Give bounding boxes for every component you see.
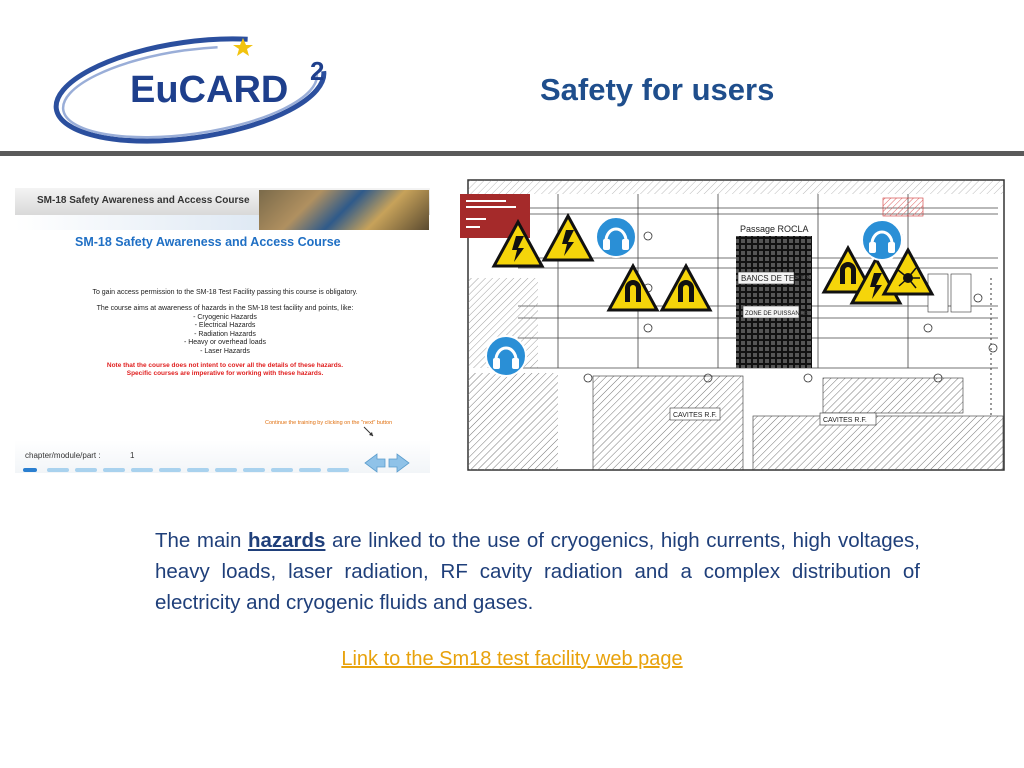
test-bench-label: BANCS DE TESTS — [741, 274, 810, 283]
previous-arrow-icon — [365, 454, 385, 472]
hazards-emphasis: hazards — [247, 529, 326, 552]
magnetic-field-icon — [662, 266, 710, 310]
logo-wordmark: EuCARD — [130, 69, 289, 111]
corridor-label: Passage ROCLA — [740, 224, 809, 234]
hearing-protection-icon — [486, 336, 526, 376]
course-banner-band — [15, 215, 259, 230]
next-arrow-icon — [389, 454, 409, 472]
body-text-start: The main — [155, 529, 248, 552]
course-aims-line: - Electrical Hazards — [194, 322, 256, 330]
chapter-number: 1 — [130, 451, 135, 460]
course-aims-line: - Radiation Hazards — [194, 330, 256, 338]
course-screenshot — [15, 188, 430, 473]
pointer-arrow-icon — [363, 426, 375, 438]
course-aims-list — [35, 305, 415, 357]
rf-cavities-label: CAVITES R.F. — [673, 412, 717, 419]
course-aims-line: - Cryogenic Hazards — [193, 313, 257, 321]
course-heading: SM-18 Safety Awareness and Access Course — [75, 235, 341, 249]
electrical-hazard-icon — [544, 216, 592, 260]
continue-hint: Continue the training by clicking on the "next" button — [265, 420, 393, 426]
body-paragraph — [155, 525, 920, 618]
eucard2-logo — [50, 30, 340, 145]
course-aims-line: - Laser Hazards — [200, 347, 250, 355]
chapter-label: chapter/module/part : — [25, 451, 101, 460]
logo-superscript: 2 — [310, 56, 325, 86]
course-note — [35, 362, 415, 378]
course-nav-arrows[interactable] — [363, 452, 411, 473]
course-aims-line: - Heavy or overhead loads — [183, 339, 267, 347]
course-aims-line: The course aims at awareness of hazards in the SM-18 test facility and points, like: — [96, 305, 354, 312]
facility-floor-plan — [458, 178, 1006, 474]
facility-photo — [259, 190, 429, 230]
course-note-line: Note that the course does not intent to cover all the details of these hazards. — [106, 362, 344, 369]
header-divider — [0, 151, 1024, 156]
course-progress-bar — [23, 468, 363, 472]
sm18-facility-link[interactable]: Link to the Sm18 test facility web page — [341, 648, 683, 670]
power-zone-label: ZONE DE PUISSANCE — [745, 311, 809, 317]
page-title: Safety for users — [540, 72, 775, 107]
course-note-line: Specific courses are imperative for working with these hazards. — [126, 370, 324, 377]
hearing-protection-icon — [596, 217, 636, 257]
hearing-protection-icon — [862, 220, 902, 260]
rf-cavities-label: CAVITES R.F. — [823, 417, 867, 424]
course-banner-title: SM-18 Safety Awareness and Access Course — [37, 195, 250, 206]
body-text-end: are linked to the use of cryogenics, high currents, high voltages, heavy loads, laser radiation, RF cavity radiation and a complex distribution of electricity and cryogenic fluids and gases. — [155, 529, 920, 614]
magnetic-field-icon — [609, 266, 657, 310]
course-intro: To gain access permission to the SM-18 Test Facility passing this course is obligatory. — [92, 289, 358, 296]
